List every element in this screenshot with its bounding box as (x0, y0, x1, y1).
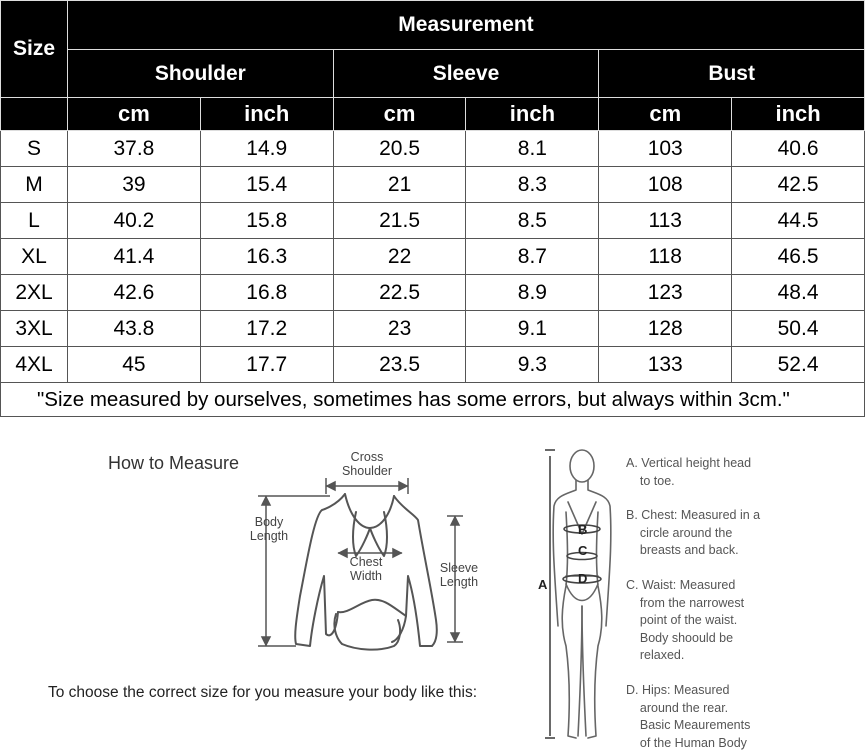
value-cell: 23 (333, 311, 466, 347)
sleeve-header: Sleeve (333, 50, 599, 98)
value-cell: 41.4 (68, 239, 201, 275)
size-cell: 3XL (1, 311, 68, 347)
value-cell: 15.8 (200, 203, 333, 239)
letter-b: B (578, 522, 588, 537)
value-cell: 42.6 (68, 275, 201, 311)
key-a-text: A. Vertical height head to toe. (626, 456, 752, 488)
value-cell: 44.5 (732, 203, 865, 239)
size-header-blank (1, 98, 68, 131)
body-length-label: Body Length (249, 515, 289, 543)
size-cell: XL (1, 239, 68, 275)
value-cell: 23.5 (333, 347, 466, 383)
unit-header: cm (333, 98, 466, 131)
table-row (1, 239, 865, 275)
table-row (1, 167, 865, 203)
value-cell: 52.4 (732, 347, 865, 383)
value-cell: 8.9 (466, 275, 599, 311)
value-cell: 16.8 (200, 275, 333, 311)
cross-shoulder-arrow (326, 478, 408, 494)
table-row (1, 203, 865, 239)
table-row (1, 275, 865, 311)
value-cell: 123 (599, 275, 732, 311)
value-cell: 45 (68, 347, 201, 383)
value-cell: 103 (599, 131, 732, 167)
table-row (1, 311, 865, 347)
value-cell: 8.1 (466, 131, 599, 167)
value-cell: 14.9 (200, 131, 333, 167)
size-cell: M (1, 167, 68, 203)
value-cell: 9.1 (466, 311, 599, 347)
letter-a: A (538, 577, 548, 592)
chest-width-label: Chest Width (349, 555, 383, 583)
value-cell: 21 (333, 167, 466, 203)
value-cell: 39 (68, 167, 201, 203)
size-cell: S (1, 131, 68, 167)
value-cell: 40.6 (732, 131, 865, 167)
value-cell: 43.8 (68, 311, 201, 347)
how-to-measure-title: How to Measure (108, 453, 240, 473)
measurement-header: Measurement (68, 1, 865, 50)
value-cell: 17.7 (200, 347, 333, 383)
value-cell: 40.2 (68, 203, 201, 239)
value-cell: 8.3 (466, 167, 599, 203)
value-cell: 17.2 (200, 311, 333, 347)
instruction-text: To choose the correct size for you measure your body like this: (48, 684, 478, 701)
sleeve-length-label: Sleeve Length (439, 561, 479, 589)
table-row (1, 131, 865, 167)
letter-c: C (578, 543, 588, 558)
value-cell: 20.5 (333, 131, 466, 167)
value-cell: 133 (599, 347, 732, 383)
unit-header: cm (68, 98, 201, 131)
value-cell: 16.3 (200, 239, 333, 275)
value-cell: 9.3 (466, 347, 599, 383)
shoulder-header: Shoulder (68, 50, 334, 98)
value-cell: 21.5 (333, 203, 466, 239)
value-cell: 22 (333, 239, 466, 275)
value-cell: 42.5 (732, 167, 865, 203)
value-cell: 128 (599, 311, 732, 347)
value-cell: 108 (599, 167, 732, 203)
key-d-text: D. Hips: Measured around the rear. Basic Meaurements of the Human Body (626, 683, 751, 750)
size-cell: 2XL (1, 275, 68, 311)
unit-header: inch (466, 98, 599, 131)
size-cell: 4XL (1, 347, 68, 383)
size-header: Size (1, 1, 68, 98)
note-row (1, 383, 865, 417)
value-cell: 118 (599, 239, 732, 275)
table-row (1, 347, 865, 383)
value-cell: 50.4 (732, 311, 865, 347)
value-cell: 8.7 (466, 239, 599, 275)
value-cell: 48.4 (732, 275, 865, 311)
bust-header: Bust (599, 50, 865, 98)
key-b-text: B. Chest: Measured in a circle around the breasts and back. (626, 508, 761, 557)
value-cell: 22.5 (333, 275, 466, 311)
letter-d: D (578, 571, 588, 586)
note-text: "Size measured by ourselves, sometimes has some errors, but always within 3cm." (1, 383, 865, 417)
key-c-text: C. Waist: Measured from the narrowest point of the waist. Body shoould be relaxed. (626, 578, 745, 662)
value-cell: 15.4 (200, 167, 333, 203)
value-cell: 113 (599, 203, 732, 239)
size-cell: L (1, 203, 68, 239)
unit-header: inch (200, 98, 333, 131)
human-body-drawing (553, 450, 611, 738)
value-cell: 46.5 (732, 239, 865, 275)
unit-header: inch (732, 98, 865, 131)
cross-shoulder-label: Cross Shoulder (341, 450, 393, 478)
unit-header: cm (599, 98, 732, 131)
value-cell: 8.5 (466, 203, 599, 239)
value-cell: 37.8 (68, 131, 201, 167)
